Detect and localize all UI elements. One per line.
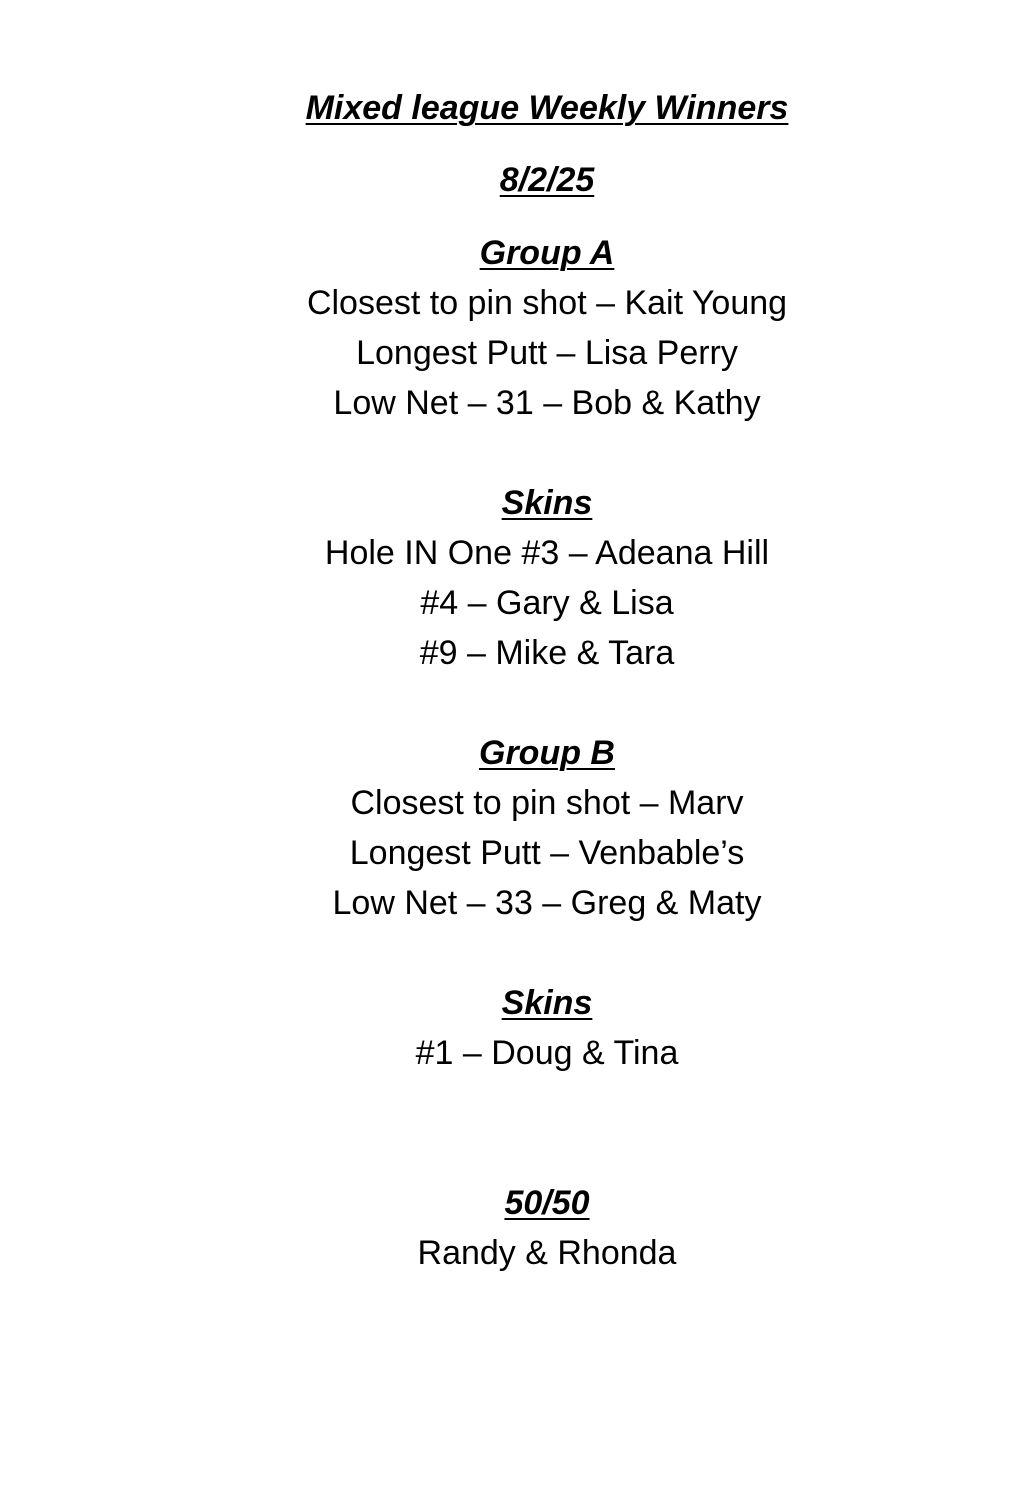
section-heading-skins-b: Skins (501, 984, 593, 1022)
section-heading-group-a: Group A (479, 234, 615, 272)
winner-line: #9 – Mike & Tara (419, 634, 675, 672)
winner-line: Hole IN One #3 – Adeana Hill (324, 534, 770, 572)
section-heading-group-b: Group B (479, 734, 615, 772)
section-heading-50-50: 50/50 (504, 1184, 590, 1222)
winner-line: Randy & Rhonda (417, 1234, 677, 1272)
winner-line: #4 – Gary & Lisa (420, 584, 674, 622)
winner-line: #1 – Doug & Tina (415, 1034, 679, 1072)
winner-line: Longest Putt – Lisa Perry (356, 334, 738, 372)
winner-line: Low Net – 33 – Greg & Maty (332, 884, 762, 922)
winner-line: Closest to pin shot – Kait Young (306, 284, 788, 322)
document-title: Mixed league Weekly Winners (305, 89, 789, 127)
winner-line: Longest Putt – Venbable’s (349, 834, 745, 872)
winner-line: Closest to pin shot – Marv (350, 784, 744, 822)
winner-line: Low Net – 31 – Bob & Kathy (333, 384, 761, 422)
document-date: 8/2/25 (499, 161, 595, 199)
section-heading-skins-a: Skins (501, 484, 593, 522)
